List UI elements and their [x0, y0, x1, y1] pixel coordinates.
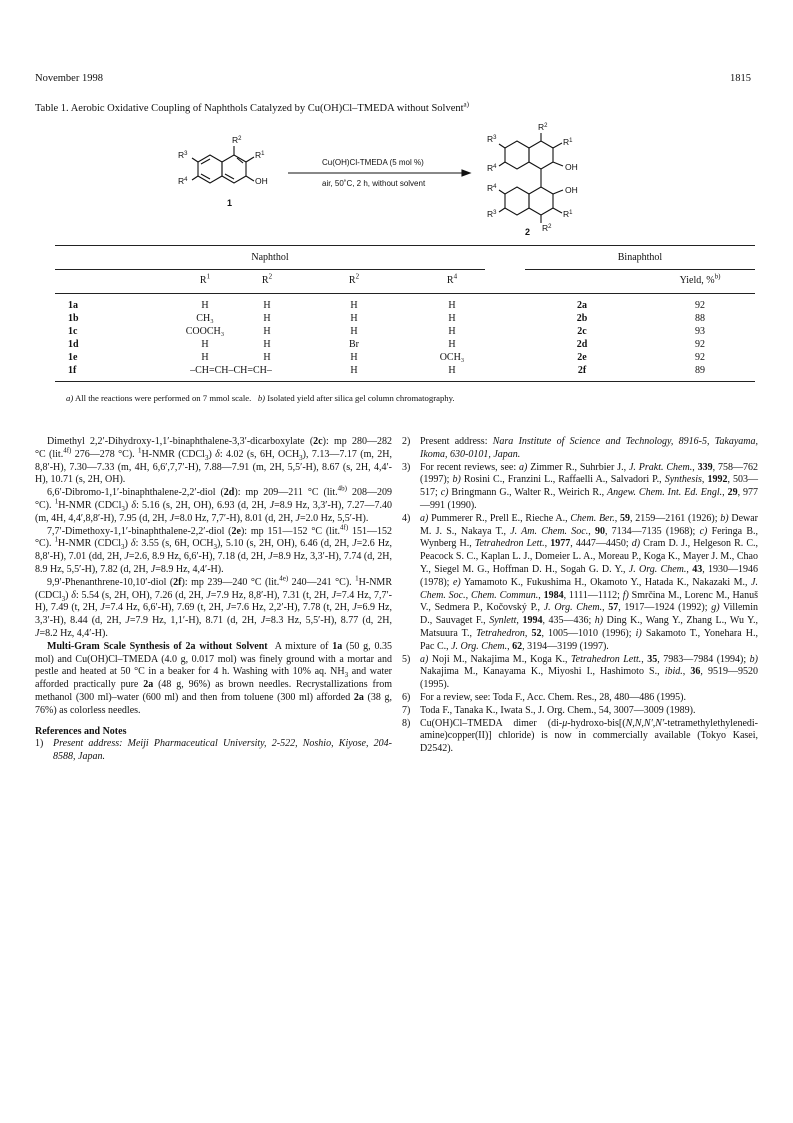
row-id: 1a: [68, 300, 78, 311]
group-header-binaphthol: Binaphthol: [617, 252, 663, 263]
cell-r4: OCH₃: [439, 352, 465, 363]
cell-yield: 92: [695, 339, 705, 350]
svg-text:R1: $R^1$: [563, 209, 573, 219]
reference-7: 7) Toda F., Tanaka K., Iwata S., J. Org. Chem., 54, 3007—3009 (1989).: [402, 704, 696, 716]
cell-r1: H: [201, 339, 209, 350]
cell-yield: 92: [695, 300, 705, 311]
reference-3: 3) For recent reviews, see: a) Zimmer R., Suhrbier J., J. Prakt. Chem., 339, 758—762 (1997); b) Rosini C., Franzini L., Raffaelli A., Salvadori P., Synthesis, 1992, 503—517; c) Bringmann G., Walter R., Weirich R., Angew. Chem. Int. Ed. Engl., 29, 977—991 (1990).: [402, 461, 759, 511]
svg-text:R3: $R^3$: [178, 150, 188, 160]
row-id: 1c: [68, 326, 78, 337]
cell-yield: 89: [695, 365, 705, 376]
cell-r1: CH₃: [196, 313, 214, 324]
reference-2: 2) Present address: Nara Institute of Science and Technology, 8916-5, Takayama, Ikoma, 630-0101, Japan.: [402, 436, 759, 460]
reference-1: 1) Present address: Meiji Pharmaceutical University, 2-522, Noshio, Kiyose, 204-8588, Japan.: [35, 738, 392, 763]
row-id: 1b: [68, 313, 79, 324]
cell-r1: H: [201, 300, 209, 311]
right-column: [402, 436, 758, 756]
compound-1-label: 1: [227, 198, 233, 208]
cell-r2: H: [263, 300, 271, 311]
cell-r2: H: [263, 339, 271, 350]
reaction-scheme: [170, 118, 630, 240]
references-heading: References and Notes: [35, 725, 127, 737]
reagent-label: Cu(OH)Cl-TMEDA (5 mol %): [322, 158, 424, 167]
cell-yield: 88: [695, 313, 705, 324]
cell-r3: H: [350, 365, 358, 376]
cell-r2: H: [263, 352, 271, 363]
cell-r2: H: [263, 313, 271, 324]
cell-r2: H: [263, 326, 271, 337]
svg-text:R2: $R^2$: [542, 223, 552, 233]
svg-text:OH: OH: [565, 162, 578, 172]
svg-text:OH: OH: [565, 185, 578, 195]
multigram-synthesis-paragraph: Multi-Gram Scale Synthesis of 2a without Solvent A mixture of 1a (50 g, 0.35 mol) and Cu(OH)Cl–TMEDA (4.0 g, 0.017 mol) was finely ground with a mortar and pestle and heated at 50 °C in a beaker for 4 h. Washing with 10% aq. $NH_3$ and water afforded practically pure 2a (48 g, 96%) as brown needles. Recrystallizations from methanol (300 ml)–water (600 ml) and then from toluene (300 ml) afforded 2a (38 g, 76%) as colorless needles.: [35, 640, 392, 716]
row-id: 1d: [68, 339, 79, 350]
svg-text:R1: $R^1$: [255, 150, 265, 160]
col-header-r3: $R^2$: [348, 272, 360, 286]
reference-6: 6) For a review, see: Toda F., Acc. Chem. Res., 28, 480—486 (1995).: [402, 691, 686, 703]
row-id: 1e: [68, 352, 78, 363]
svg-text:R3: $R^3$: [487, 134, 497, 144]
table-caption-text: Table 1. Aerobic Oxidative Coupling of Naphthols Catalyzed by Cu(OH)Cl–TMEDA without Solvent: [35, 103, 464, 114]
col-header-r1: $R^1$: [199, 272, 211, 286]
cell-r3: H: [350, 313, 358, 324]
svg-text:R4: $R^4$: [178, 176, 188, 186]
table-caption-footnote-mark: a): [463, 100, 469, 109]
svg-text:R4: $R^4$: [487, 163, 497, 173]
cell-product: 2e: [577, 352, 587, 363]
svg-text:R2: $R^2$: [538, 122, 548, 132]
cell-r3: H: [350, 300, 358, 311]
cell-yield: 93: [695, 326, 705, 337]
left-column: [35, 436, 392, 764]
cell-r4: H: [448, 313, 456, 324]
page-number: 1815: [730, 73, 751, 84]
svg-text:R2: $R^2$: [232, 135, 242, 145]
col-header-yield: Yield, %$^{b)}$: [679, 272, 721, 286]
reference-5: 5) a) Noji M., Nakajima M., Koga K., Tetrahedron Lett., 35, 7983—7984 (1994); b) Nakajima M., Kanayama K., Miyoshi I., Hashimoto S., ibid., 36, 9519—9520 (1995).: [402, 653, 759, 691]
compound-2c-data: Dimethyl 2,2′-Dihydroxy-1,1′-binaphthalene-3,3′-dicarboxylate (2c): mp 280—282 °C (lit.$^{4f)}$ 276—278 °C). $^1$H-NMR (CDCl$_3$) δ: 4.02 (s, 6H, $OCH_3$), 7.13—7.17 (m, 2H, 8,8′-H), 7.30—7.33 (m, 4H, 6,6′,7,7′-H), 7.88—7.91 (m, 2H, 5,5′-H), 8.67 (s, 2H, 4,4′-H), 10.71 (s, 2H, OH).: [35, 436, 392, 486]
running-date: November 1998: [35, 73, 103, 84]
compound-2f-data: 9,9′-Phenanthrene-10,10′-diol (2f): mp 239—240 °C (lit.$^{4e)}$ 240—241 °C). $^1$H-NMR (CDCl$_3$) δ: 5.54 (s, 2H, OH), 7.26 (d, 2H, J=7.9 Hz, 8,8′-H), 7.31 (t, 2H, J=7.4 Hz, 7,7′-H), 7.49 (t, 2H, J=7.4 Hz, 6,6′-H), 7.69 (t, 2H, J=7.6 Hz, 2,2′-H), 7.78 (t, 2H, J=6.9 Hz, 3,3′-H), 8.44 (d, 2H, J=7.9 Hz, 1,1′-H), 8.71 (d, 2H, J=8.3 Hz, 5,5′-H), 8.77 (d, 2H, J=8.2 Hz, 4,4′-H).: [35, 574, 392, 639]
table-footnotes: a) All the reactions were performed on 7 mmol scale. b) Isolated yield after silica gel column chromatography.: [66, 393, 455, 403]
reference-8: 8) Cu(OH)Cl–TMEDA dimer (di-μ-hydroxo-bis[(N,N,N′,N′-tetramethylethylenedi-amine)copper(II)] chloride) is now in commercially available (Tokyo Kasei, D2542).: [402, 717, 758, 755]
row-id: 1f: [68, 365, 77, 376]
cell-yield: 92: [695, 352, 705, 363]
cell-product: 2a: [577, 300, 587, 311]
compound-2-label: 2: [525, 227, 531, 237]
cell-r4: H: [448, 300, 456, 311]
compound-2e-data: 7,7′-Dimethoxy-1,1′-binaphthalene-2,2′-diol (2e): mp 151—152 °C (lit.$^{4f)}$ 151—152 °C). $^1$H-NMR (CDCl$_3$) δ: 3.55 (s, 6H, $OCH_3$), 5.10 (s, 2H, OH), 6.46 (d, 2H, J=2.6 Hz, 8,8′-H), 7.01 (dd, 2H, J=2.6, 8.9 Hz, 6,6′-H), 7.18 (d, 2H, J=8.9 Hz, 3,3′-H), 7.74 (d, 2H, 8.9 Hz, 5,5′-H), 7.82 (d, 2H, J=8.9 Hz, 4,4′-H).: [35, 523, 393, 575]
cell-product: 2d: [576, 339, 588, 350]
cell-r1: COOCH₃: [185, 326, 225, 337]
cell-product: 2c: [577, 326, 587, 337]
cell-r3: Br: [349, 339, 359, 350]
conditions-label: air, 50˚C, 2 h, without solvent: [322, 179, 426, 188]
cell-r3: H: [350, 326, 358, 337]
compound-2d-data: 6,6′-Dibromo-1,1′-binaphthalene-2,2′-diol (2d): mp 209—211 °C (lit.$^{4b)}$ 208—209 °C). $^1$H-NMR (CDCl$_3$) δ: 5.16 (s, 2H, OH), 6.93 (d, 2H, J=8.9 Hz, 3,3′-H), 7.27—7.40 (m, 4H, 4,4′,8,8′-H), 7.95 (d, 2H, J=8.0 Hz, 7,7′-H), 8.01 (d, 2H, J=2.0 Hz, 5,5′-H).: [35, 484, 393, 524]
cell-r1-r2-merged: –CH=CH–CH=CH–: [190, 365, 272, 376]
cell-product: 2f: [577, 365, 587, 376]
svg-text:R4: $R^4$: [487, 183, 497, 193]
cell-product: 2b: [576, 313, 588, 324]
group-header-naphthol: Naphthol: [251, 252, 289, 263]
table-caption: [35, 100, 469, 114]
cell-r3: H: [350, 352, 358, 363]
cell-r1: H: [201, 352, 209, 363]
svg-text:R3: $R^3$: [487, 209, 497, 219]
cell-r4: H: [448, 339, 456, 350]
cell-r4: H: [448, 326, 456, 337]
reference-4: 4) a) Pummerer R., Prell E., Rieche A., Chem. Ber., 59, 2159—2161 (1926); b) Dewar M. J. S., Nakaya T., J. Am. Chem. Soc., 90, 7134—7135 (1968); c) Feringa B., Wynberg H., Tetrahedron Lett., 1977, 4447—4450; d) Cram D. J., Helgeson R. C., Peacock S. C., Kaplan L. J., Domeier L. A., Moreau P., Koga K., Mayer J. M., Chao Y., Siegel M. G., Hoffman D. H., Sogah G. D. Y., J. Org. Chem., 43, 1930—1946 (1978); e) Yamamoto K., Fukushima H., Okamoto Y., Hatada K., Nakazaki M., J. Chem. Soc., Chem. Commun., 1984, 1111—1112; f) Smrčina M., Lorenc M., Hanuš V., Sedmera P., Kočovský P., J. Org. Chem., 57, 1917—1924 (1992); g) Villemin D., Sauvaget F., Synlett, 1994, 435—436; h) Ding K., Wang Y., Zhang L., Wu Y., Matsuura T., Tetrahedron, 52, 1005—1010 (1996); i) Sakamoto T., Yonehara H., Pac C., J. Org. Chem., 62, 3194—3199 (1997).: [402, 512, 759, 652]
svg-text:OH: OH: [255, 176, 268, 186]
svg-text:R1: $R^1$: [563, 137, 573, 147]
cell-r4: H: [448, 365, 456, 376]
col-header-r4: $R^4$: [446, 272, 458, 286]
col-header-r2: $R^2$: [261, 272, 273, 286]
